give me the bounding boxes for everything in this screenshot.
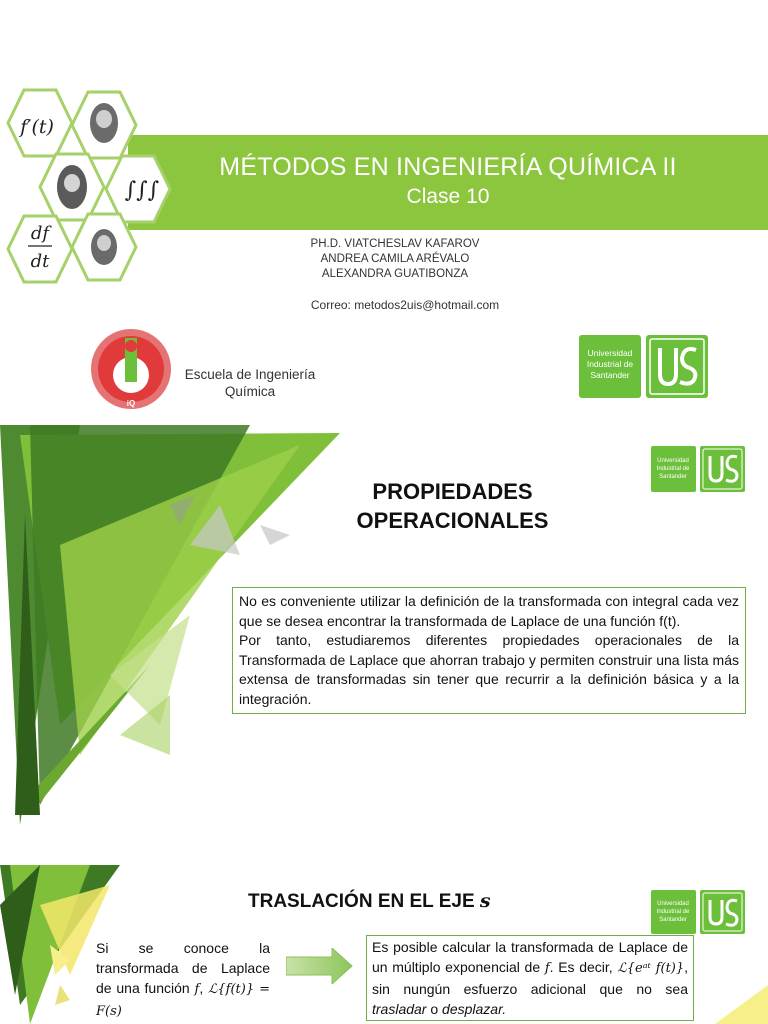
section-heading: PROPIEDADES OPERACIONALES [356, 479, 549, 533]
translation-slide [0, 865, 768, 1024]
laplace-formula: ℒ{f(t)} = F(s) [96, 982, 271, 1019]
premise-text: Si se conoce la transformada de Laplace de una función f, ℒ{f(t)} = F(s) [96, 940, 271, 1019]
shifted-laplace-formula: ℒ{eᵃᵗ f(t)} [617, 961, 685, 976]
svg-text:Santander: Santander [659, 474, 687, 480]
df-label: df [30, 223, 50, 244]
author-2: ANDREA CAMILA ARÉVALO [320, 253, 470, 265]
portrait-lagrange [91, 229, 117, 265]
intro-textbox [232, 587, 746, 714]
svg-text:Universidad: Universidad [587, 348, 633, 358]
yellow-corner-decoration [715, 985, 768, 1024]
hexagon-cluster [0, 85, 175, 285]
dt-label: dt [30, 251, 50, 272]
class-number: Clase 10 [406, 185, 490, 208]
portrait-leibniz [57, 165, 87, 209]
university-logo-small [650, 445, 746, 498]
conclusion-textbox: Es posible calcular la transformada de Laplace de un múltiplo exponencial de f. Es decir, ℒ{eᵃᵗ f(t)}, sin nungún esfuerzo adicional que no sea trasladar o desplazar. [366, 935, 694, 1021]
university-logo [578, 334, 710, 405]
svg-text:Industrial de: Industrial de [656, 909, 690, 915]
paragraph-2: Por tanto, estudiaremos diferentes propiedades operacionales de la Transformada de Laplace que ahorran trabajo y permiten construir una lista más extensa de transformadas sin tener que recurrir a la definición básica y a la integración. [239, 632, 739, 707]
title-slide [0, 0, 768, 425]
svg-text:Santander: Santander [590, 370, 630, 380]
title-band [128, 135, 768, 230]
school-logo [90, 328, 172, 410]
triple-integral-label: ∫∫∫ [124, 178, 160, 203]
university-logo-small-2 [650, 889, 746, 940]
author-3: ALEXANDRA GUATIBONZA [321, 268, 469, 280]
school-name: Escuela de Ingeniería Química [184, 367, 316, 399]
derivative-label: f′(t) [20, 116, 54, 138]
svg-text:Santander: Santander [659, 917, 687, 923]
paragraph-1: No es conveniente utilizar la definición de la transformada con integral cada vez que se desea encontrar la transformada de Laplace de una función f(t). [239, 593, 739, 629]
svg-text:iQ: iQ [126, 399, 136, 408]
svg-text:Industrial de: Industrial de [586, 359, 634, 369]
contact-email: Correo: metodos2uis@hotmail.com [310, 298, 500, 312]
course-title: MÉTODOS EN INGENIERÍA QUÍMICA II [219, 153, 677, 181]
properties-slide [0, 425, 768, 865]
author-list [240, 237, 550, 282]
section-heading-translation: TRASLACIÓN EN EL EJE s [248, 890, 491, 912]
portrait-newton [90, 103, 118, 143]
svg-text:Universidad: Universidad [657, 458, 689, 464]
author-1: PH.D. VIATCHESLAV KAFAROV [310, 238, 480, 250]
svg-text:Universidad: Universidad [657, 901, 689, 907]
right-arrow-icon [286, 948, 354, 984]
svg-text:Industrial de: Industrial de [656, 466, 690, 472]
